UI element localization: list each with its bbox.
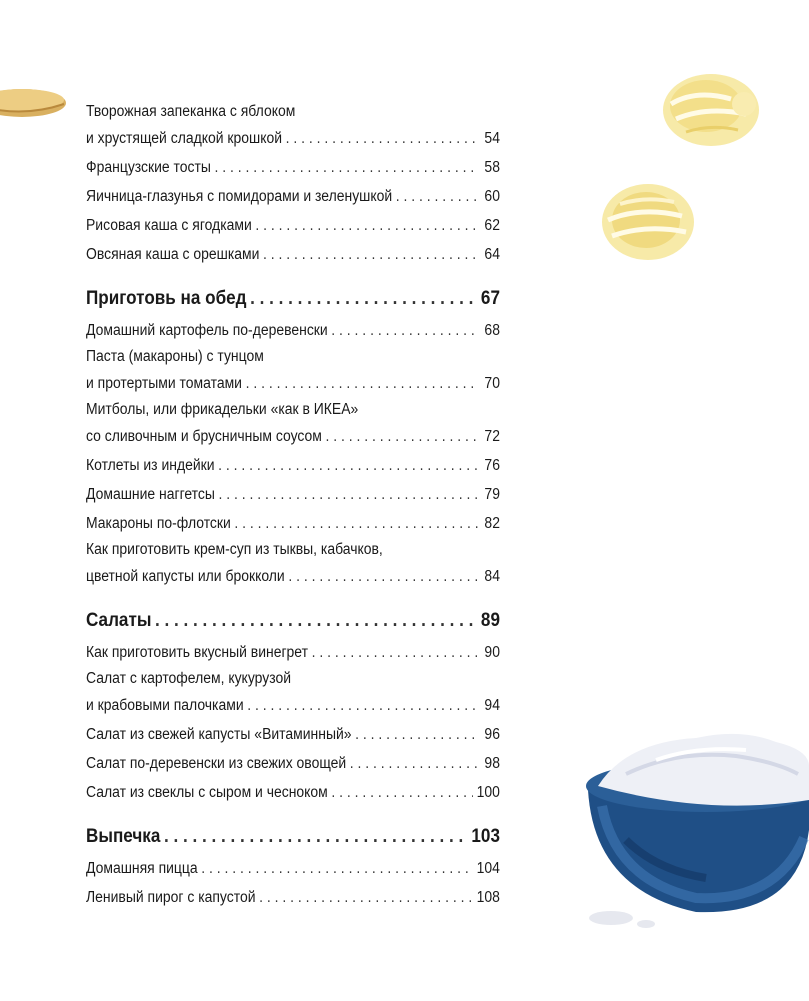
toc-entry-title: Овсяная каша с орешками	[86, 246, 260, 263]
toc-entry-title: со сливочным и брусничным соусом	[86, 428, 322, 445]
section-title: Салаты	[86, 610, 152, 631]
toc-entry-title: Как приготовить вкусный винегрет	[86, 644, 308, 661]
toc-entry-title: Французские тосты	[86, 159, 211, 176]
toc-entry-title: Салат из свежей капусты «Витаминный»	[86, 726, 352, 743]
toc-entry-title: и крабовыми палочками	[86, 697, 244, 714]
toc-entry-line	[86, 345, 500, 369]
toast-slice-illustration	[0, 82, 70, 126]
toc-entry[interactable]	[86, 883, 500, 912]
toc-entry[interactable]	[86, 854, 500, 883]
toc-page-number: 84	[484, 568, 500, 585]
dot-leader	[155, 604, 477, 638]
toc-entry[interactable]	[86, 749, 500, 778]
dot-leader	[234, 509, 478, 538]
toc-entry-line	[86, 124, 500, 153]
toc-entry-title: Рисовая каша с ягодками	[86, 217, 252, 234]
toc-entry-title: Яичница-глазунья с помидорами и зеленушкой	[86, 188, 393, 205]
toc-entry-line	[86, 451, 500, 480]
dot-leader	[250, 282, 477, 316]
sour-cream-bowl-illustration	[566, 720, 809, 936]
toc-page-number: 68	[484, 322, 500, 339]
toc-entry-line	[86, 153, 500, 182]
dot-leader	[218, 451, 478, 480]
toc-entry[interactable]	[86, 345, 500, 398]
toc-entry[interactable]	[86, 720, 500, 749]
toc-entry-line	[86, 480, 500, 509]
dot-leader	[286, 124, 479, 153]
toc-page-number: 90	[484, 644, 500, 661]
dot-leader	[325, 422, 478, 451]
toc-entry-title: Салат с картофелем, кукурузой	[86, 670, 292, 687]
dot-leader	[350, 749, 479, 778]
toc-page-number: 60	[484, 188, 500, 205]
toc-entry-line	[86, 562, 500, 591]
section-page-number: 89	[480, 610, 500, 631]
toc-entry-line	[86, 720, 500, 749]
toc-entry-line	[86, 854, 500, 883]
toc-entry[interactable]	[86, 451, 500, 480]
toc-page-number: 64	[484, 246, 500, 263]
dot-leader	[215, 153, 479, 182]
toc-entry-title: Домашние наггетсы	[86, 486, 215, 503]
dot-leader	[259, 883, 473, 912]
toc-entry-title: Как приготовить крем-суп из тыквы, кабачков,	[86, 541, 383, 558]
toc-page-number: 82	[484, 515, 500, 532]
toc-entry-line	[86, 422, 500, 451]
section-heading-line	[86, 820, 500, 854]
toc-entry[interactable]	[86, 778, 500, 807]
toc-entry-line	[86, 316, 500, 345]
toc-page-number: 104	[476, 860, 500, 877]
toc-entry-title: Макароны по-флотски	[86, 515, 231, 532]
toc-page-number: 98	[484, 755, 500, 772]
section-heading[interactable]	[86, 604, 500, 638]
toc-entry-title: Домашняя пицца	[86, 860, 198, 877]
toc-entry-line	[86, 638, 500, 667]
toc-entry[interactable]	[86, 509, 500, 538]
toc-entry-title: Ленивый пирог с капустой	[86, 889, 256, 906]
section-page-number: 67	[480, 288, 500, 309]
section-heading-line	[86, 604, 500, 638]
section-heading-line	[86, 282, 500, 316]
toc-entry-line	[86, 883, 500, 912]
toc-entry-title: Митболы, или фрикадельки «как в ИКЕА»	[86, 401, 359, 418]
toc-entry-line	[86, 100, 500, 124]
dot-leader	[263, 240, 478, 269]
dot-leader	[288, 562, 478, 591]
dot-leader	[246, 369, 479, 398]
section-title: Приготовь на обед	[86, 288, 247, 309]
butter-curl-illustration	[596, 176, 700, 268]
toc-entry-title: цветной капусты или брокколи	[86, 568, 285, 585]
toc-entry-line	[86, 240, 500, 269]
toc-entry-line	[86, 749, 500, 778]
toc-entry[interactable]	[86, 667, 500, 720]
toc-page-number: 72	[484, 428, 500, 445]
dot-leader	[201, 854, 473, 883]
toc-entry-line	[86, 398, 500, 422]
dot-leader	[255, 211, 478, 240]
toc-entry-line	[86, 691, 500, 720]
toc-entry-title: Котлеты из индейки	[86, 457, 215, 474]
toc-entry-line	[86, 778, 500, 807]
toc-entry[interactable]	[86, 398, 500, 451]
dot-leader	[331, 778, 473, 807]
dot-leader	[164, 820, 468, 854]
section-heading[interactable]	[86, 820, 500, 854]
toc-entry[interactable]	[86, 100, 500, 153]
dot-leader	[312, 638, 479, 667]
toc-entry-line	[86, 211, 500, 240]
toc-page-number: 96	[484, 726, 500, 743]
toc-entry[interactable]	[86, 480, 500, 509]
toc-entry-title: Домашний картофель по-деревенски	[86, 322, 328, 339]
toc-page-number: 108	[476, 889, 500, 906]
butter-curl-illustration	[656, 64, 766, 156]
toc-entry[interactable]	[86, 538, 500, 591]
dot-leader	[355, 720, 478, 749]
toc-page-number: 62	[484, 217, 500, 234]
toc-entry-title: Салат по-деревенски из свежих овощей	[86, 755, 347, 772]
dot-leader	[396, 182, 479, 211]
toc-entry[interactable]	[86, 211, 500, 240]
dot-leader	[331, 316, 478, 345]
toc-entry[interactable]	[86, 182, 500, 211]
section-page-number: 103	[471, 826, 500, 847]
toc-page-number: 100	[476, 784, 500, 801]
toc-entry-title: Паста (макароны) с тунцом	[86, 348, 264, 365]
toc-entry[interactable]	[86, 316, 500, 345]
dot-leader	[218, 480, 478, 509]
toc-page-number: 79	[484, 486, 500, 503]
toc-page-number: 94	[484, 697, 500, 714]
toc-entry[interactable]	[86, 240, 500, 269]
toc-entry-line	[86, 509, 500, 538]
section-heading[interactable]	[86, 282, 500, 316]
toc-page-number: 70	[484, 375, 500, 392]
toc-entry-line	[86, 538, 500, 562]
toc-entry-line	[86, 369, 500, 398]
toc-entry-title: и протертыми томатами	[86, 375, 242, 392]
toc-page-number: 58	[484, 159, 500, 176]
toc-entry[interactable]	[86, 638, 500, 667]
toc-entry-title: и хрустящей сладкой крошкой	[86, 130, 283, 147]
toc-entry[interactable]	[86, 153, 500, 182]
toc-entry-title: Салат из свеклы с сыром и чесноком	[86, 784, 328, 801]
section-title: Выпечка	[86, 826, 161, 847]
table-of-contents	[86, 100, 500, 912]
toc-entry-line	[86, 667, 500, 691]
toc-page-number: 76	[484, 457, 500, 474]
dot-leader	[247, 691, 478, 720]
toc-page-number: 54	[484, 130, 500, 147]
toc-entry-line	[86, 182, 500, 211]
toc-entry-title: Творожная запеканка с яблоком	[86, 103, 296, 120]
